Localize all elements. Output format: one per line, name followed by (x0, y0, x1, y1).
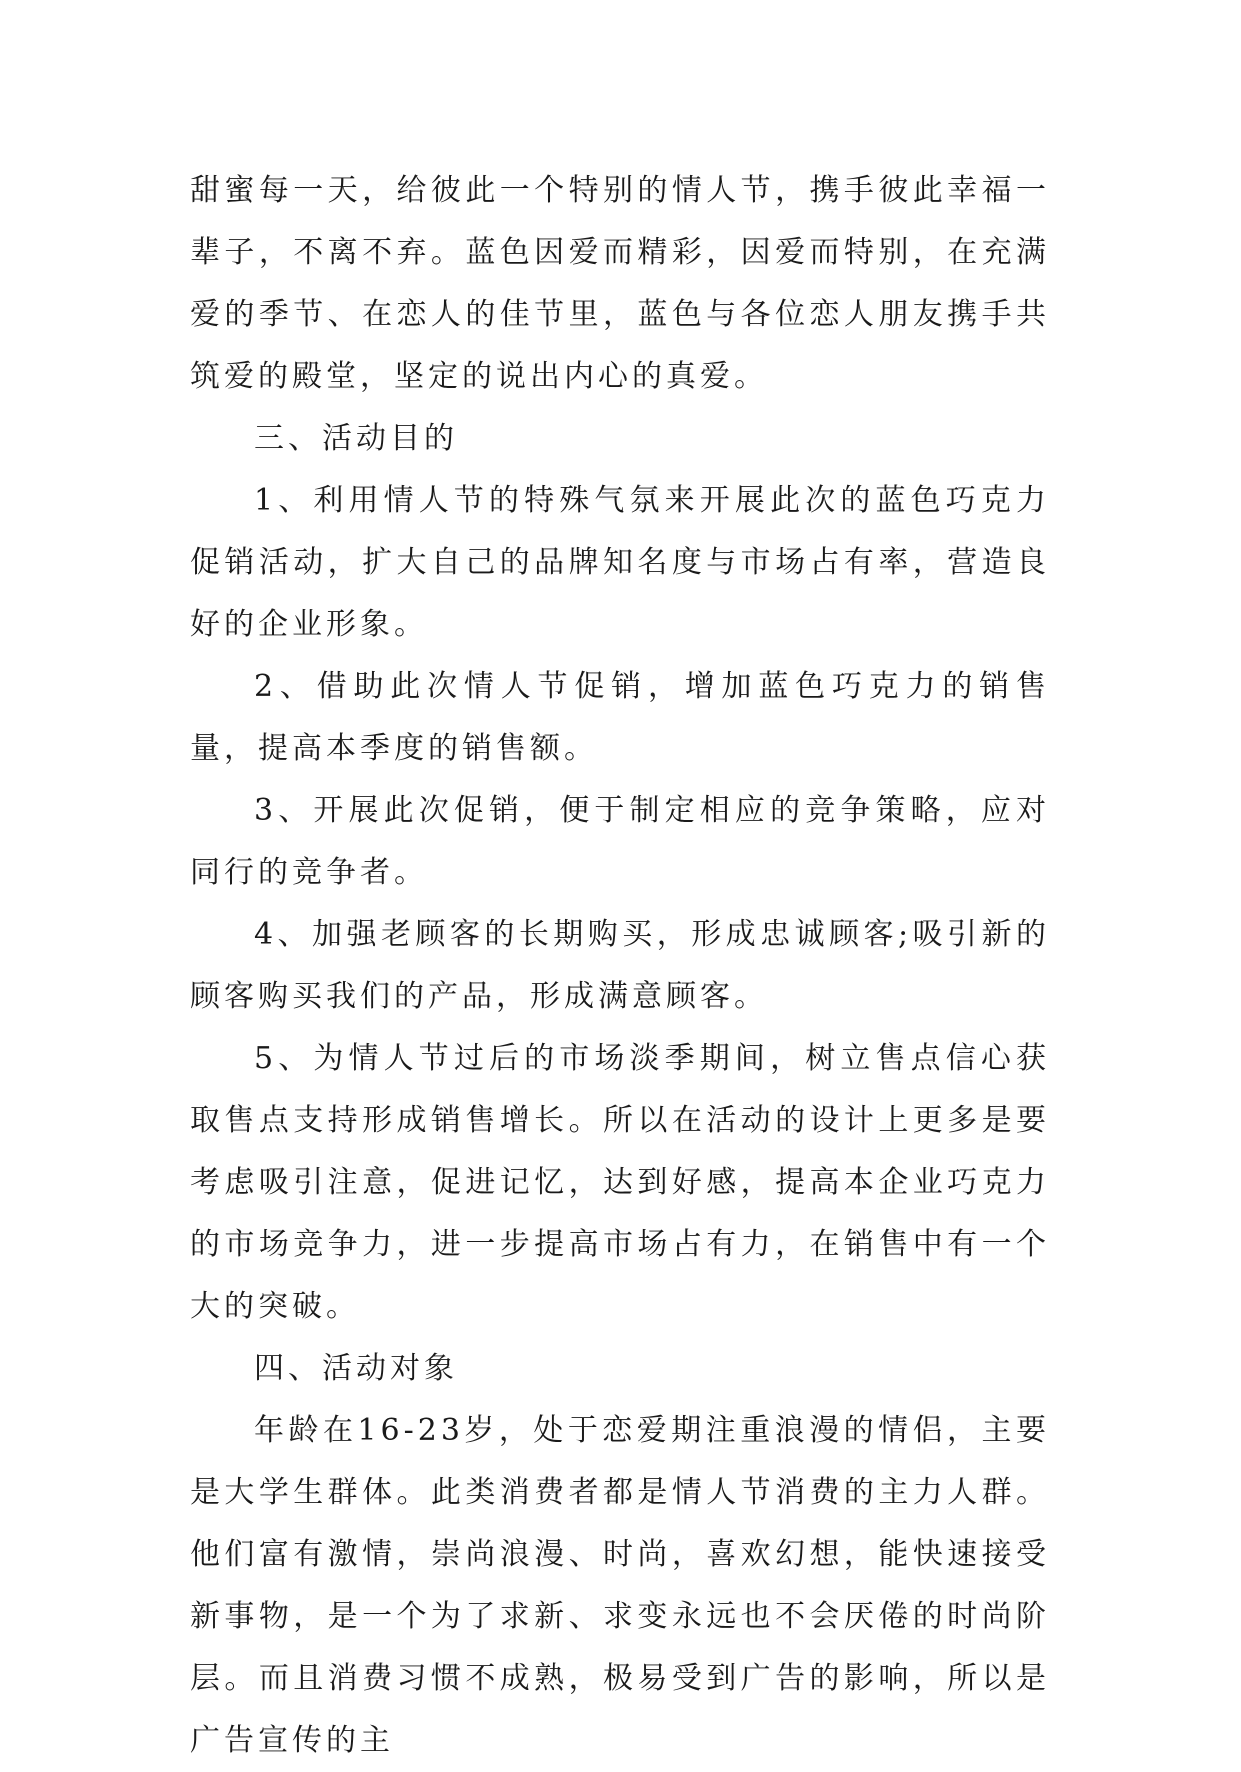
objective-item-1: 1、利用情人节的特殊气氛来开展此次的蓝色巧克力促销活动，扩大自己的品牌知名度与市场占有率，营造良好的企业形象。 (190, 483, 1050, 642)
objective-item-4: 4、加强老顾客的长期购买，形成忠诚顾客;吸引新的顾客购买我们的产品，形成满意顾客。 (190, 917, 1050, 1014)
objective-item-3: 3、开展此次促销，便于制定相应的竞争策略，应对同行的竞争者。 (190, 793, 1050, 890)
objective-item-2: 2、借助此次情人节促销，增加蓝色巧克力的销售量，提高本季度的销售额。 (190, 669, 1050, 766)
section-heading-objectives: 三、活动目的 (254, 421, 458, 456)
section-heading-target: 四、活动对象 (254, 1351, 458, 1386)
target-description: 年龄在16-23岁，处于恋爱期注重浪漫的情侣，主要是大学生群体。此类消费者都是情人节消费的主力人群。他们富有激情，崇尚浪漫、时尚，喜欢幻想，能快速接受新事物，是一个为了求新、求变永远也不会厌倦的时尚阶层。而且消费习惯不成熟，极易受到广告的影响，所以是广告宣传的主 (190, 1413, 1050, 1758)
document-body (190, 160, 1050, 1772)
objective-item-5: 5、为情人节过后的市场淡季期间，树立售点信心获取售点支持形成销售增长。所以在活动的设计上更多是要考虑吸引注意，促进记忆，达到好感，提高本企业巧克力的市场竞争力，进一步提高市场占有力，在销售中有一个大的突破。 (190, 1041, 1050, 1324)
paragraph-continuation: 甜蜜每一天，给彼此一个特别的情人节，携手彼此幸福一辈子，不离不弃。蓝色因爱而精彩，因爱而特别，在充满爱的季节、在恋人的佳节里，蓝色与各位恋人朋友携手共筑爱的殿堂，坚定的说出内心的真爱。 (190, 173, 1050, 394)
